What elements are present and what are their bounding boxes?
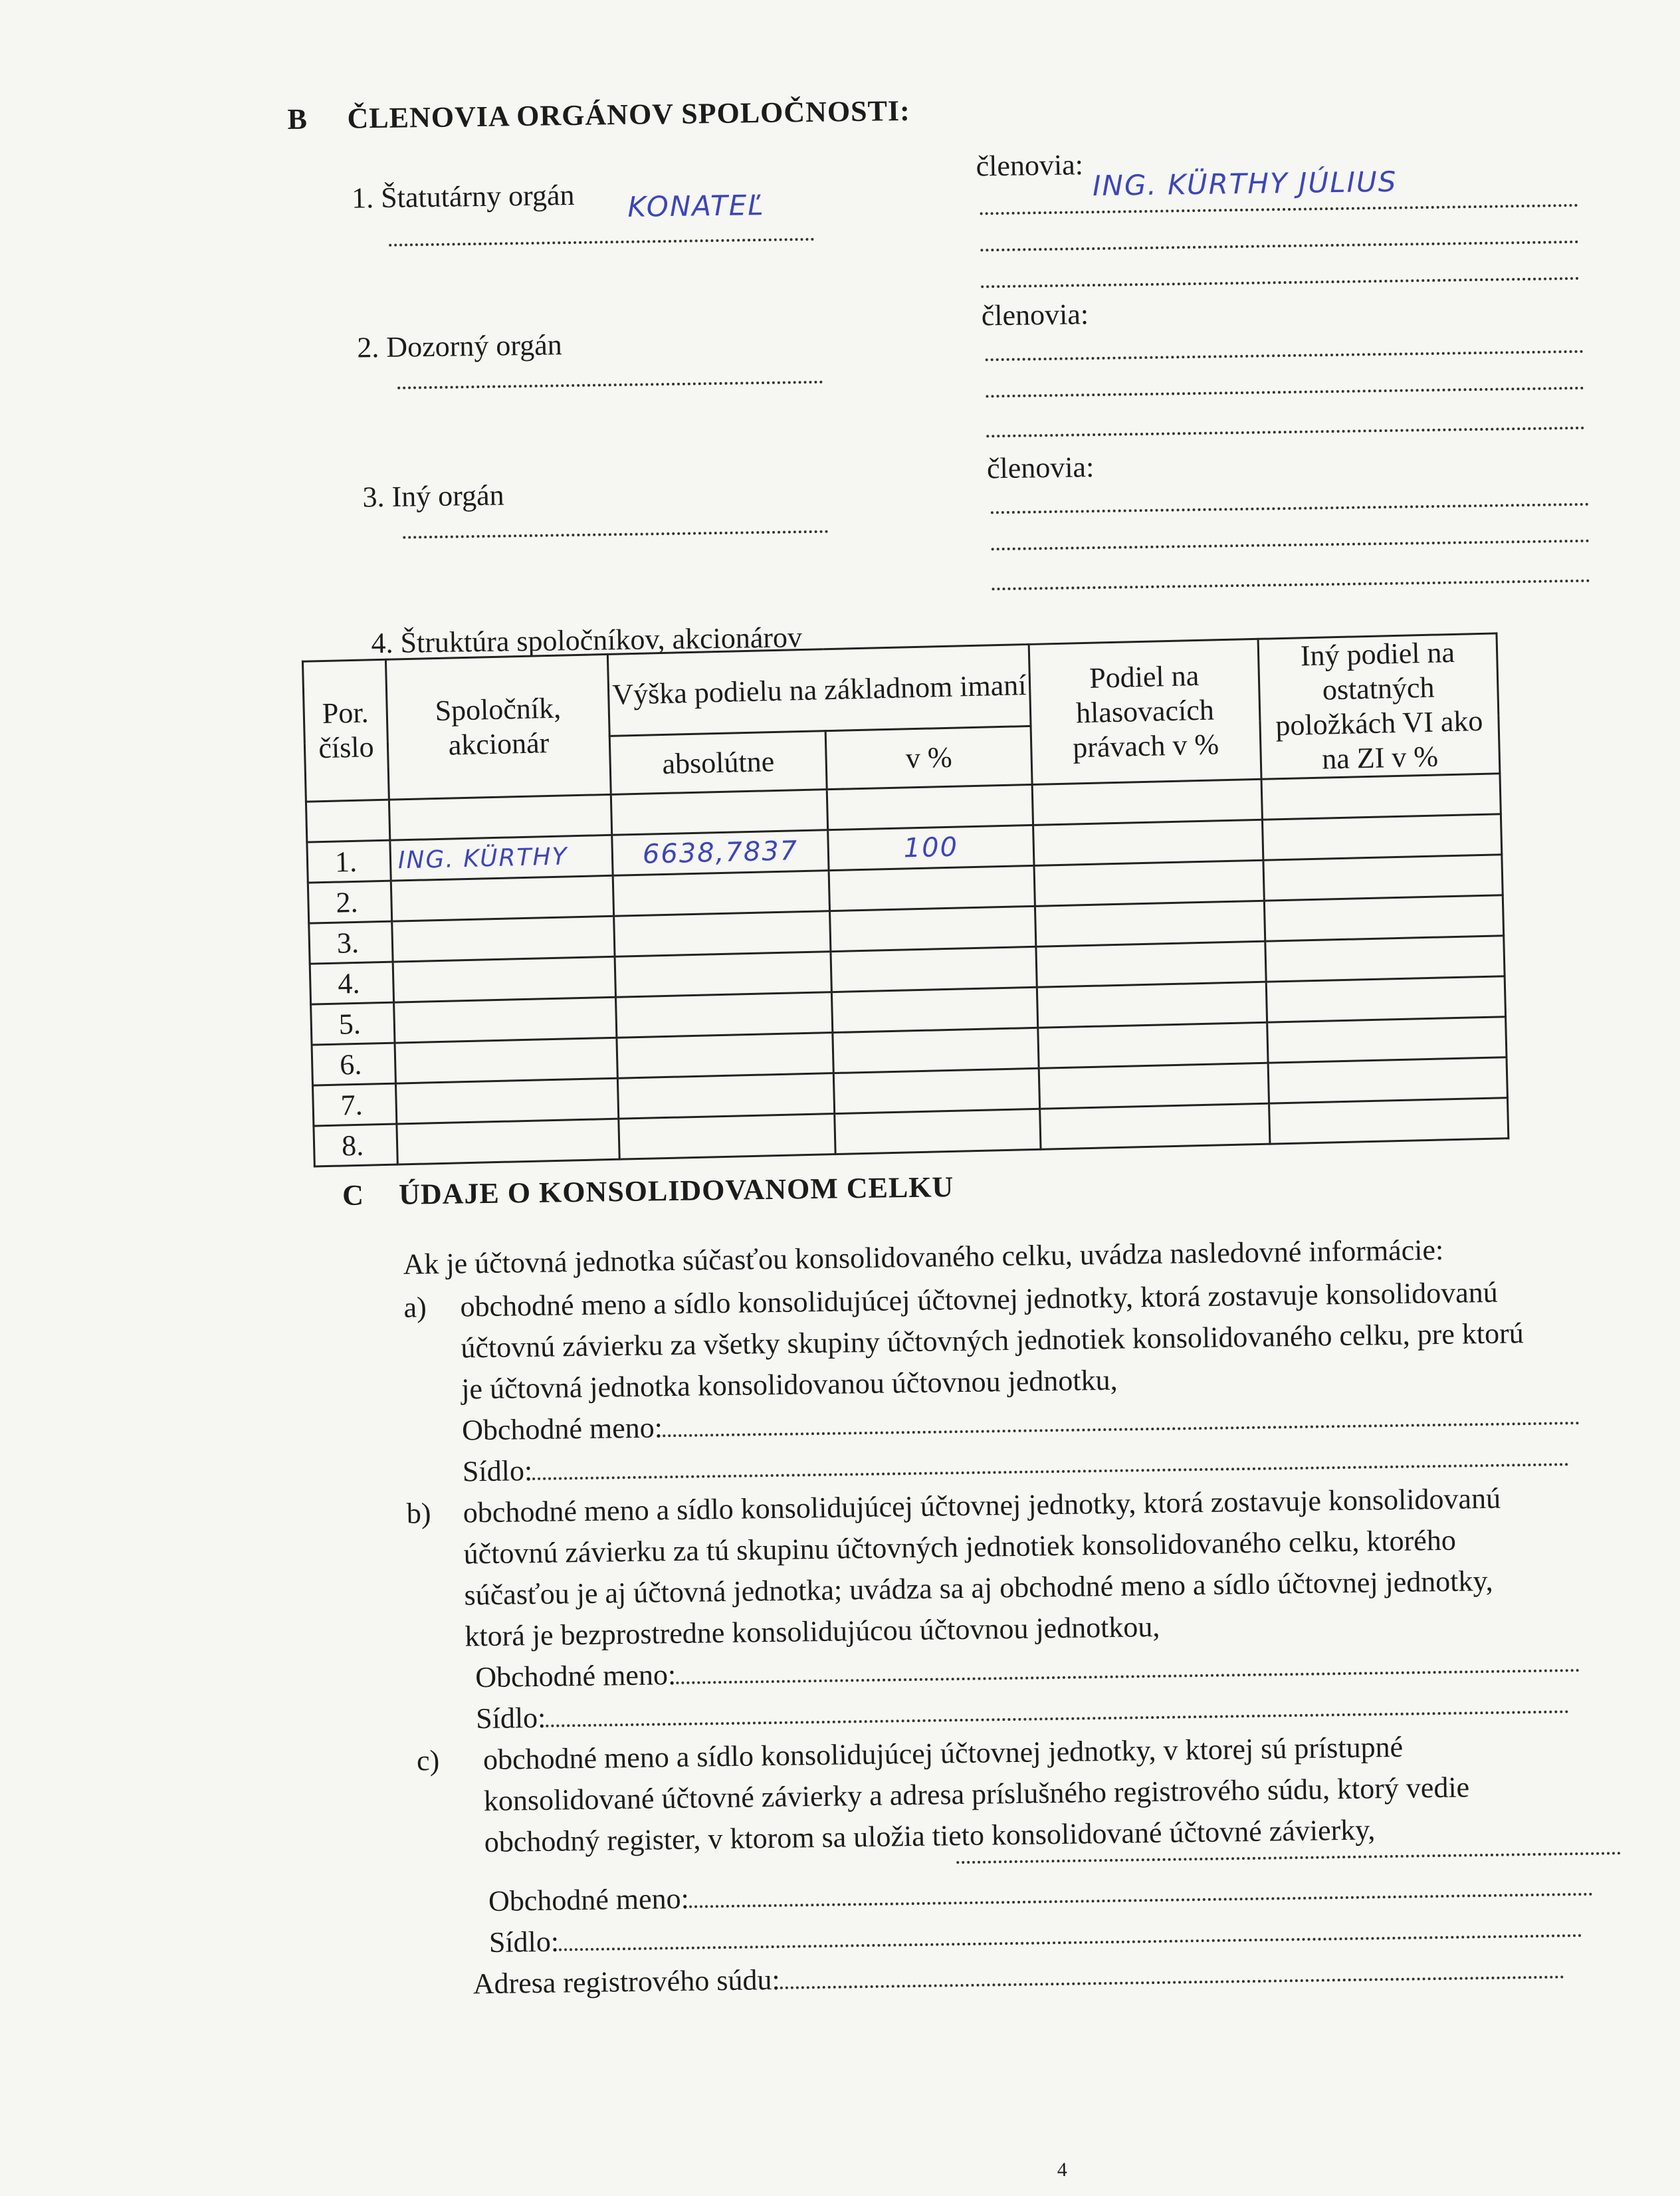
item-c-court-line bbox=[780, 1975, 1564, 1989]
header-v-percent: v % bbox=[825, 726, 1032, 790]
row-number: 8. bbox=[314, 1124, 397, 1166]
organ-3-members-line-3 bbox=[992, 580, 1590, 591]
shareholders-table bbox=[302, 632, 1509, 1167]
item-b-marker: b) bbox=[406, 1497, 431, 1530]
row-number: 2. bbox=[308, 881, 391, 923]
organ-3-label: 3. Iný orgán bbox=[362, 479, 504, 514]
header-iny-podiel: Iný podiel na ostatných položkách VI ako na ZI v % bbox=[1258, 633, 1500, 779]
item-a-seat-label: Sídlo: bbox=[462, 1454, 533, 1488]
row-number: 1. bbox=[307, 840, 391, 883]
organ-2-line bbox=[397, 381, 823, 389]
item-c-name-label: Obchodné meno: bbox=[488, 1882, 690, 1918]
organ-3-members-line-2 bbox=[992, 540, 1590, 551]
item-c-marker: c) bbox=[416, 1744, 440, 1777]
section-c-intro: Ak je účtovná jednotka súčasťou konsolidovaného celku, uvádza nasledovné informácie: bbox=[403, 1233, 1444, 1281]
organ-1-members-line-1 bbox=[980, 204, 1578, 215]
row-voting bbox=[1033, 820, 1263, 865]
organ-1-members-line-2 bbox=[980, 241, 1578, 252]
item-a-line-1: obchodné meno a sídlo konsolidujúcej účtovnej jednotky, ktorá zostavuje konsolidovanú bbox=[460, 1275, 1499, 1323]
organ-2-members-label: členovia: bbox=[981, 298, 1089, 332]
item-a-marker: a) bbox=[403, 1291, 427, 1324]
header-absolutne: absolútne bbox=[610, 731, 827, 794]
organ-3-line bbox=[403, 530, 828, 539]
item-c-line-1: obchodné meno a sídlo konsolidujúcej účtovnej jednotky, v ktorej sú prístupné bbox=[482, 1730, 1404, 1777]
row-percent: 100 bbox=[828, 825, 1035, 870]
organ-1-members-line-3 bbox=[981, 277, 1579, 288]
item-b-line-1: obchodné meno a sídlo konsolidujúcej účtovnej jednotky, ktorá zostavuje konsolidovanú bbox=[463, 1482, 1501, 1529]
item-c-line-2: konsolidované účtovné závierky a adresa príslušného registrového súdu, ktorý vedie bbox=[483, 1771, 1470, 1818]
organ-2-members-line-3 bbox=[986, 427, 1584, 438]
item-a-line-3: je účtovná jednotka konsolidovanou účtovnou jednotku, bbox=[461, 1363, 1118, 1406]
row-absolute: 6638,7837 bbox=[612, 830, 829, 876]
item-b-seat-line bbox=[546, 1710, 1569, 1727]
organ-3-members-label: členovia: bbox=[986, 451, 1095, 485]
row-name: ING. KÜRTHY bbox=[390, 835, 613, 881]
section-c-title: ÚDAJE O KONSOLIDOVANOM CELKU bbox=[398, 1170, 954, 1211]
organ-1-members-label: členovia: bbox=[976, 148, 1084, 183]
row-number: 6. bbox=[312, 1043, 395, 1085]
item-b-name-label: Obchodné meno: bbox=[474, 1658, 677, 1694]
item-b-name-line bbox=[676, 1669, 1580, 1684]
item-c-line-3: obchodný register, v ktorom sa uložia tieto konsolidované účtovné závierky, bbox=[484, 1813, 1376, 1859]
organ-1-line bbox=[389, 238, 814, 247]
item-c-court-label: Adresa registrového súdu: bbox=[472, 1963, 780, 2001]
item-c-seat-line bbox=[559, 1934, 1582, 1951]
row-number: 4. bbox=[310, 962, 393, 1004]
structure-title: 4. Štruktúra spoločníkov, akcionárov bbox=[371, 621, 803, 660]
organ-3-members-line-1 bbox=[991, 503, 1589, 514]
item-a-line-2: účtovnú závierku za všetky skupiny účtovných jednotiek konsolidovaného celku, pre ktorú bbox=[461, 1317, 1524, 1365]
organ-1-members-handwritten: ING. KÜRTHY JÚLIUS bbox=[1092, 165, 1398, 203]
item-b-seat-label: Sídlo: bbox=[475, 1701, 546, 1735]
row-number: 5. bbox=[311, 1002, 395, 1045]
item-c-seat-label: Sídlo: bbox=[488, 1925, 560, 1959]
header-podiel-hlasovacie: Podiel na hlasovacích právach v % bbox=[1029, 639, 1261, 784]
organ-2-label: 2. Dozorný orgán bbox=[357, 328, 563, 364]
header-por-cislo: Por. číslo bbox=[302, 659, 389, 802]
item-b-line-4: ktorá je bezprostredne konsolidujúcou účtovnou jednotkou, bbox=[465, 1610, 1160, 1653]
section-c-letter: C bbox=[342, 1178, 365, 1212]
item-a-name-label: Obchodné meno: bbox=[461, 1411, 663, 1447]
organ-2-members-line-2 bbox=[986, 387, 1584, 398]
row-other bbox=[1262, 814, 1502, 860]
item-b-line-2: účtovnú závierku za tú skupinu účtovných jednotiek konsolidovaného celku, ktorého bbox=[463, 1523, 1457, 1571]
section-b-title: ČLENOVIA ORGÁNOV SPOLOČNOSTI: bbox=[347, 94, 911, 135]
row-number: 7. bbox=[312, 1083, 396, 1126]
item-b-line-3: súčasťou je aj účtovná jednotka; uvádza sa aj obchodné meno a sídlo účtovnej jednotky, bbox=[464, 1564, 1493, 1612]
item-c-name-line bbox=[689, 1893, 1593, 1908]
item-a-name-line bbox=[663, 1422, 1580, 1437]
section-b-letter: B bbox=[287, 102, 308, 136]
row-number: 3. bbox=[309, 921, 393, 964]
header-vyska-podielu: Výška podielu na základnom imaní bbox=[608, 644, 1031, 736]
page-number: 4 bbox=[1057, 2158, 1067, 2181]
organ-1-handwritten: KONATEĽ bbox=[627, 188, 765, 223]
header-spolocnik: Spoločník, akcionár bbox=[385, 654, 611, 800]
organ-1-label: 1. Štatutárny orgán bbox=[351, 178, 575, 215]
item-a-seat-line bbox=[532, 1463, 1569, 1480]
organ-2-members-line-1 bbox=[986, 350, 1584, 362]
